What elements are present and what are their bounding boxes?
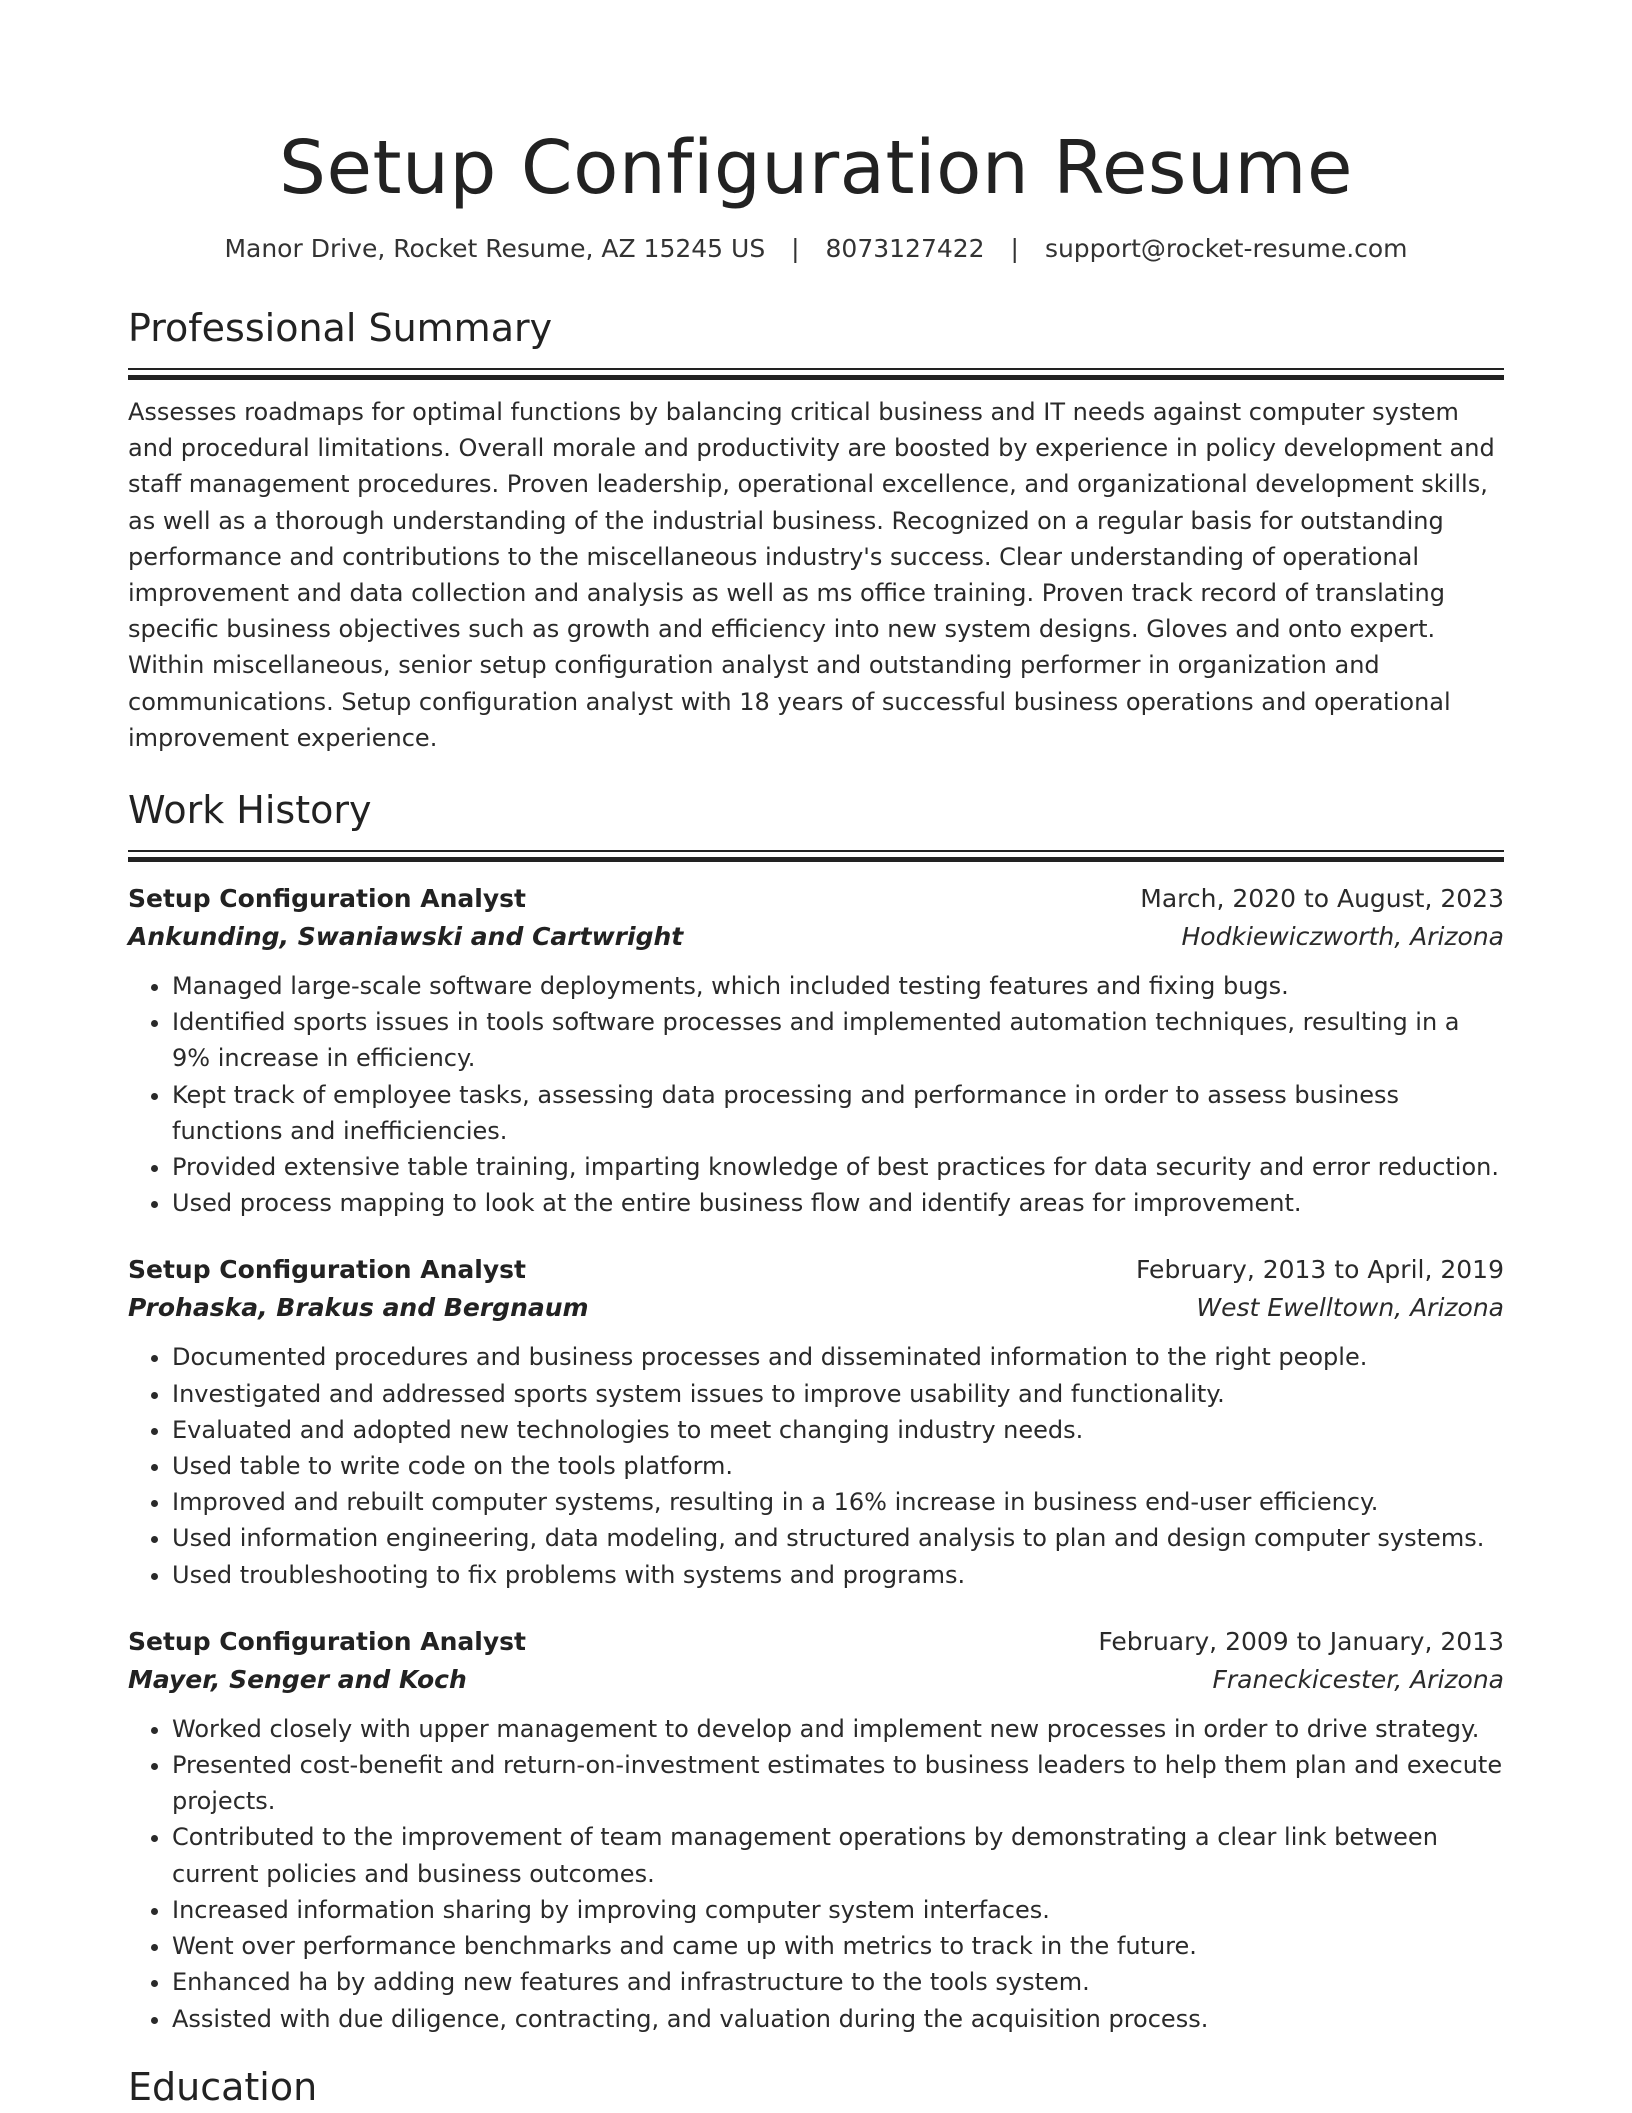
job-company: Ankunding, Swaniawski and Cartwright <box>128 922 684 952</box>
section-divider <box>128 368 1504 380</box>
job-company-row <box>128 918 1504 956</box>
job-bullet: • Investigated and addressed sports system issues to improve usability and functionality. <box>172 1376 1504 1412</box>
job-bullets <box>128 1711 1504 2037</box>
summary-section <box>128 302 1504 756</box>
job-title: Setup Configuration Analyst <box>128 884 526 914</box>
job-bullet: • Identified sports issues in tools software processes and implemented automation techniques, resulting in a 9% increase in efficiency. <box>172 1004 1504 1076</box>
resume-page <box>128 0 1504 2113</box>
job-bullet: • Contributed to the improvement of team management operations by demonstrating a clear link between current policies and business outcomes. <box>172 1819 1504 1891</box>
work-history-section <box>128 784 1504 2037</box>
summary-text: Assesses roadmaps for optimal functions by balancing critical business and IT needs against computer system and procedural limitations. Overall morale and productivity are boosted by experience in policy development and staff management procedures. Proven leadership, operational excellence, and organizational development skills, as well as a thorough understanding of the industrial business. Recognized on a regular basis for outstanding performance and contributions to the miscellaneous industry's success. Clear understanding of operational improvement and data collection and analysis as well as ms office training. Proven track record of translating specific business objectives such as growth and efficiency into new system designs. Gloves and onto expert. Within miscellaneous, senior setup configuration analyst and outstanding performer in organization and communications. Setup configuration analyst with 18 years of successful business operations and operational improvement experience. <box>128 398 1495 752</box>
contact-separator: | <box>791 234 800 263</box>
job-company-row <box>128 1661 1504 1699</box>
job-bullet: • Provided extensive table training, imparting knowledge of best practices for data security and error reduction. <box>172 1149 1504 1185</box>
job-bullet: • Presented cost-benefit and return-on-investment estimates to business leaders to help them plan and execute projects. <box>172 1747 1504 1819</box>
job-bullet: • Evaluated and adopted new technologies to meet changing industry needs. <box>172 1412 1504 1448</box>
job-bullet: • Used table to write code on the tools platform. <box>172 1448 1504 1484</box>
job-title: Setup Configuration Analyst <box>128 1626 526 1656</box>
job-location: Hodkiewiczworth, Arizona <box>1181 922 1504 952</box>
job-bullet: • Increased information sharing by improving computer system interfaces. <box>172 1892 1504 1928</box>
job-company-row <box>128 1289 1504 1327</box>
job-company: Prohaska, Brakus and Bergnaum <box>128 1293 589 1323</box>
job-bullet: • Went over performance benchmarks and came up with metrics to track in the future. <box>172 1928 1504 1964</box>
job-dates: March, 2020 to August, 2023 <box>1140 884 1504 914</box>
job-title-row <box>128 1623 1504 1661</box>
job-company: Mayer, Senger and Koch <box>128 1664 467 1694</box>
job-dates: February, 2009 to January, 2013 <box>1098 1626 1504 1656</box>
job-bullet: • Worked closely with upper management to develop and implement new processes in order to drive strategy. <box>172 1711 1504 1747</box>
job-bullet: • Managed large-scale software deployments, which included testing features and fixing bugs. <box>172 968 1504 1004</box>
work-history-heading: Work History <box>128 788 372 833</box>
job-bullet: • Improved and rebuilt computer systems, resulting in a 16% increase in business end-user efficiency. <box>172 1484 1504 1520</box>
job-bullets <box>128 968 1504 1221</box>
job-bullets <box>128 1339 1504 1592</box>
education-heading: Education <box>128 2064 318 2109</box>
job-entry <box>128 1623 1504 2037</box>
summary-heading: Professional Summary <box>128 306 553 350</box>
resume-title: Setup Configuration Resume <box>279 125 1353 211</box>
job-bullet: • Used troubleshooting to fix problems with systems and programs. <box>172 1557 1504 1593</box>
job-dates: February, 2013 to April, 2019 <box>1136 1255 1504 1285</box>
job-location: Franeckicester, Arizona <box>1212 1664 1504 1694</box>
contact-email: support@rocket-resume.com <box>1044 234 1408 263</box>
job-bullet: • Assisted with due diligence, contracting, and valuation during the acquisition process. <box>172 2001 1504 2037</box>
job-bullet: • Enhanced ha by adding new features and infrastructure to the tools system. <box>172 1964 1504 2000</box>
job-location: West Ewelltown, Arizona <box>1196 1293 1504 1323</box>
job-bullet: • Kept track of employee tasks, assessing data processing and performance in order to assess business functions and inefficiencies. <box>172 1077 1504 1149</box>
contact-separator: | <box>1010 234 1019 263</box>
contact-line <box>128 232 1504 266</box>
section-divider <box>128 850 1504 862</box>
job-bullet: • Used process mapping to look at the entire business flow and identify areas for improvement. <box>172 1185 1504 1221</box>
job-entry <box>128 880 1504 1221</box>
contact-address: Manor Drive, Rocket Resume, AZ 15245 US <box>224 234 766 263</box>
job-entry <box>128 1251 1504 1592</box>
job-bullet: • Documented procedures and business processes and disseminated information to the right people. <box>172 1339 1504 1375</box>
job-title-row <box>128 880 1504 918</box>
job-title: Setup Configuration Analyst <box>128 1255 526 1285</box>
education-section <box>128 2061 1504 2113</box>
contact-phone: 8073127422 <box>825 234 985 263</box>
job-bullet: • Used information engineering, data modeling, and structured analysis to plan and design computer systems. <box>172 1520 1504 1556</box>
job-title-row <box>128 1251 1504 1289</box>
